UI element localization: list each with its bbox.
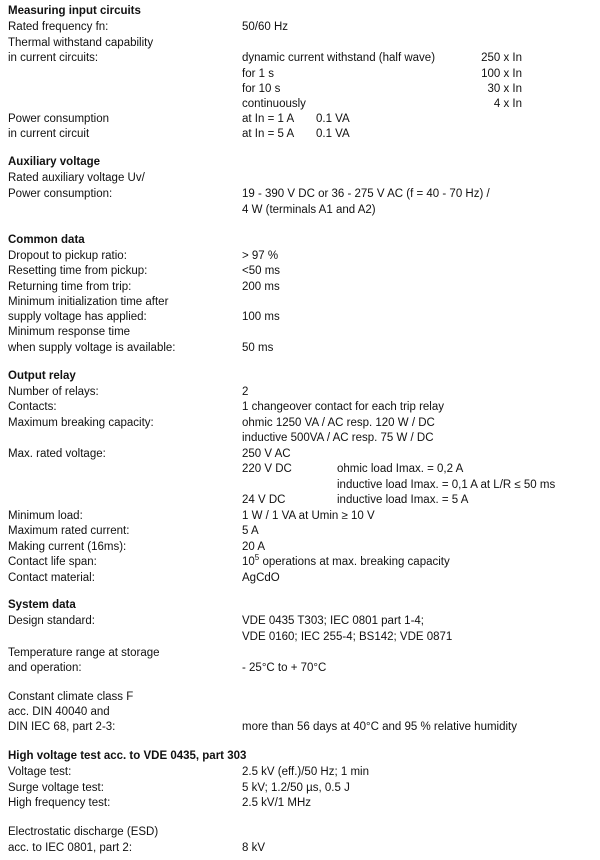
spec-label: acc. DIN 40040 and [8, 706, 110, 718]
spec-label: Rated auxiliary voltage Uv/ [8, 172, 145, 184]
section-heading-system: System data [8, 599, 76, 611]
spec-label: Rated frequency fn: [8, 21, 109, 33]
section-heading-output: Output relay [8, 370, 76, 382]
spec-value: dynamic current withstand (half wave) [242, 52, 436, 64]
spec-label: Number of relays: [8, 386, 99, 398]
section-heading-common: Common data [8, 234, 85, 246]
section-heading-auxiliary: Auxiliary voltage [8, 156, 101, 168]
spec-value: > 97 % [242, 250, 279, 262]
spec-value: 2.5 kV (eff.)/50 Hz; 1 min [242, 766, 369, 778]
spec-value-life-span [242, 555, 450, 569]
spec-value: 220 V DC [242, 463, 292, 475]
spec-value: 20 A [242, 541, 266, 553]
section-heading-high-voltage: High voltage test acc. to VDE 0435, part 303 [8, 750, 247, 762]
spec-value: 5 kV; 1.2/50 µs, 0.5 J [242, 782, 350, 794]
spec-label: Design standard: [8, 615, 95, 627]
spec-value: continuously [242, 98, 306, 110]
spec-value: VDE 0160; IEC 255-4; BS142; VDE 0871 [242, 631, 453, 643]
spec-value: more than 56 days at 40°C and 95 % relative humidity [242, 721, 518, 733]
life-span-exponent: 5 [254, 553, 260, 563]
spec-value: 5 A [242, 525, 259, 537]
spec-label: Contact life span: [8, 556, 97, 568]
spec-label: acc. to IEC 0801, part 2: [8, 842, 133, 854]
spec-value: 2 [242, 386, 249, 398]
spec-value: 0.1 VA [316, 113, 350, 125]
spec-value: 4 x In [493, 98, 522, 110]
spec-label: Voltage test: [8, 766, 72, 778]
spec-value: <50 ms [242, 265, 281, 277]
spec-label: Electrostatic discharge (ESD) [8, 826, 159, 838]
spec-label: in current circuit [8, 128, 90, 140]
spec-label: supply voltage has applied: [8, 311, 147, 323]
spec-value: 250 V AC [242, 448, 291, 460]
spec-value: ohmic 1250 VA / AC resp. 120 W / DC [242, 417, 435, 429]
spec-value: 1 W / 1 VA at Umin ≥ 10 V [242, 510, 375, 522]
spec-value: inductive load Imax. = 0,1 A at L/R ≤ 50 ms [337, 479, 556, 491]
spec-label: Power consumption [8, 113, 109, 125]
spec-value: 4 W (terminals A1 and A2) [242, 204, 376, 216]
spec-label: Contacts: [8, 401, 57, 413]
spec-label: DIN IEC 68, part 2-3: [8, 721, 116, 733]
spec-value: AgCdO [242, 572, 280, 584]
spec-label: Maximum rated current: [8, 525, 130, 537]
spec-value: 1 changeover contact for each trip relay [242, 401, 445, 413]
spec-value: at In = 5 A [242, 128, 295, 140]
spec-label: Thermal withstand capability [8, 37, 154, 49]
life-span-base: 10 [242, 556, 255, 568]
section-heading-measuring: Measuring input circuits [8, 5, 141, 17]
spec-label: Minimum initialization time after [8, 296, 169, 308]
spec-label: Dropout to pickup ratio: [8, 250, 127, 262]
spec-value: 250 x In [481, 52, 522, 64]
spec-label: Minimum response time [8, 326, 131, 338]
spec-label: in current circuits: [8, 52, 99, 64]
spec-label: High frequency test: [8, 797, 111, 809]
spec-value: 2.5 kV/1 MHz [242, 797, 312, 809]
spec-value: for 1 s [242, 68, 274, 80]
spec-value: 50/60 Hz [242, 21, 289, 33]
spec-value: 0.1 VA [316, 128, 350, 140]
spec-value: for 10 s [242, 83, 281, 95]
spec-value: 30 x In [487, 83, 522, 95]
spec-value: inductive 500VA / AC resp. 75 W / DC [242, 432, 434, 444]
spec-label: Returning time from trip: [8, 281, 132, 293]
spec-value: ohmic load Imax. = 0,2 A [337, 463, 464, 475]
spec-label: Minimum load: [8, 510, 83, 522]
spec-label: Max. rated voltage: [8, 448, 106, 460]
spec-value: 100 ms [242, 311, 280, 323]
spec-label: and operation: [8, 662, 82, 674]
spec-label: Surge voltage test: [8, 782, 104, 794]
spec-value: at In = 1 A [242, 113, 295, 125]
spec-value: 200 ms [242, 281, 280, 293]
spec-value: 50 ms [242, 342, 274, 354]
life-span-text: operations at max. breaking capacity [259, 556, 450, 568]
spec-label: Power consumption: [8, 188, 113, 200]
spec-value: - 25°C to + 70°C [242, 662, 327, 674]
spec-value: 8 kV [242, 842, 266, 854]
spec-label: Temperature range at storage [8, 647, 160, 659]
spec-label: Resetting time from pickup: [8, 265, 148, 277]
spec-label: Making current (16ms): [8, 541, 127, 553]
spec-label: Constant climate class F [8, 691, 134, 703]
spec-label: Maximum breaking capacity: [8, 417, 154, 429]
spec-value: inductive load Imax. = 5 A [337, 494, 469, 506]
spec-label: Contact material: [8, 572, 95, 584]
spec-value: 24 V DC [242, 494, 286, 506]
spec-label: when supply voltage is available: [8, 342, 176, 354]
spec-value: 100 x In [481, 68, 522, 80]
spec-value: VDE 0435 T303; IEC 0801 part 1-4; [242, 615, 424, 627]
spec-value: 19 - 390 V DC or 36 - 275 V AC (f = 40 - 70 Hz) / [242, 188, 490, 200]
